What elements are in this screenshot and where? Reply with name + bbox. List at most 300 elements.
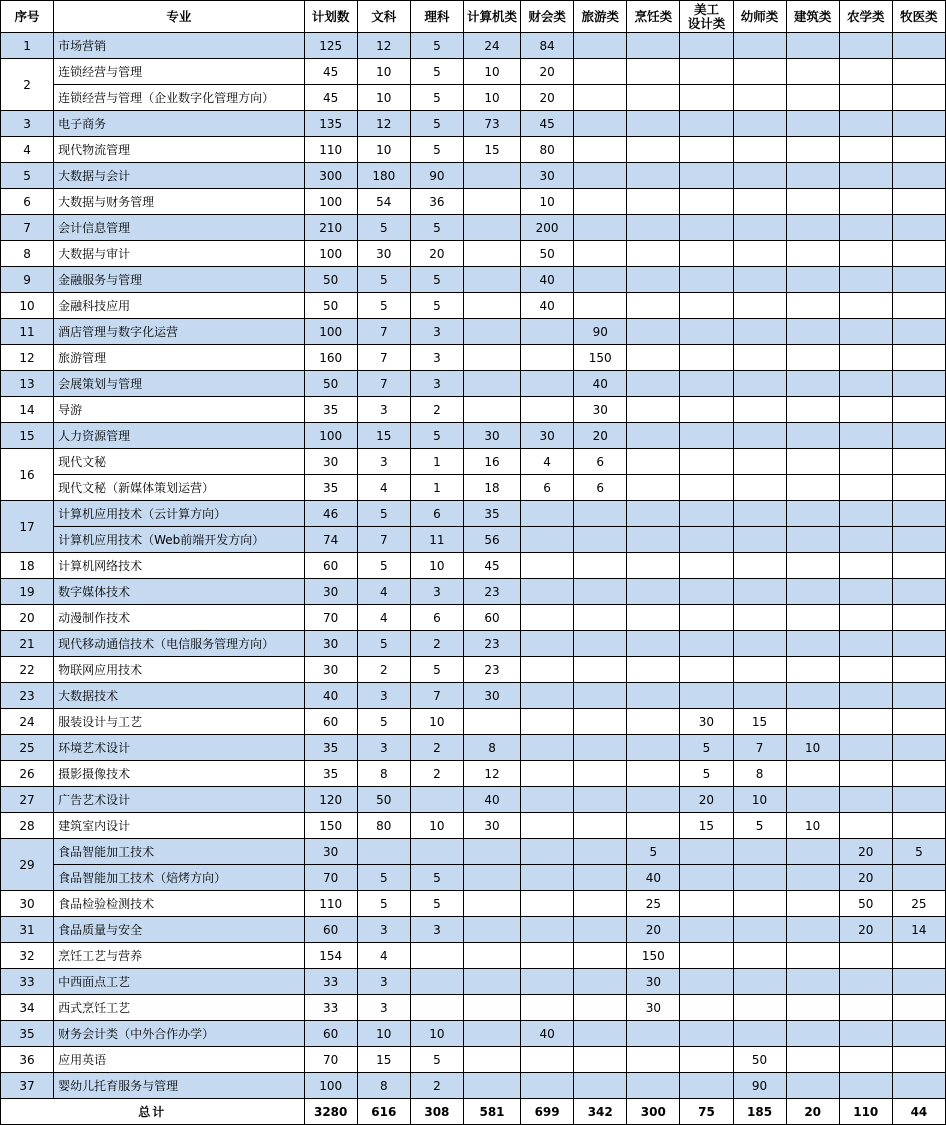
science-cell: 3 [410,371,463,397]
computer-cell [463,1073,520,1099]
tourism-cell [574,163,627,189]
finance-cell [521,553,574,579]
tourism-cell [574,605,627,631]
science-cell: 5 [410,111,463,137]
table-row [1,85,946,111]
veterinary-cell [892,553,945,579]
major-cell: 大数据与会计 [54,163,305,189]
header-agriculture: 农学类 [839,1,892,33]
table-row [1,345,946,371]
art-design-cell [680,969,733,995]
veterinary-cell [892,709,945,735]
major-cell: 金融服务与管理 [54,267,305,293]
seq-cell: 29 [1,839,54,891]
agriculture-cell [839,1021,892,1047]
finance-cell [521,371,574,397]
tourism-cell [574,709,627,735]
preschool-cell [733,423,786,449]
tourism-cell [574,215,627,241]
veterinary-cell [892,33,945,59]
seq-cell: 35 [1,1021,54,1047]
art-design-cell [680,449,733,475]
art-design-cell [680,423,733,449]
cooking-cell [627,501,680,527]
finance-cell: 40 [521,267,574,293]
science-cell: 3 [410,579,463,605]
finance-cell: 30 [521,163,574,189]
veterinary-cell [892,865,945,891]
tourism-cell [574,761,627,787]
science-cell [410,943,463,969]
agriculture-cell [839,579,892,605]
computer-cell [463,1047,520,1073]
seq-cell: 12 [1,345,54,371]
veterinary-cell [892,345,945,371]
table-row [1,683,946,709]
plan-count-cell: 100 [304,1073,357,1099]
architecture-cell [786,1047,839,1073]
header-art-design-line1: 美工 [693,1,719,17]
architecture-cell [786,995,839,1021]
cooking-cell [627,787,680,813]
agriculture-cell [839,163,892,189]
agriculture-cell [839,1047,892,1073]
finance-cell [521,397,574,423]
computer-cell [463,267,520,293]
seq-cell: 31 [1,917,54,943]
plan-count-cell: 150 [304,813,357,839]
finance-cell: 6 [521,475,574,501]
art-design-cell [680,839,733,865]
tourism-cell: 40 [574,371,627,397]
liberal-arts-cell: 7 [357,371,410,397]
art-design-cell [680,995,733,1021]
veterinary-cell [892,735,945,761]
seq-cell: 36 [1,1047,54,1073]
table-row [1,917,946,943]
table-row [1,605,946,631]
seq-cell: 7 [1,215,54,241]
tourism-cell [574,1073,627,1099]
header-cooking: 烹饪类 [627,1,680,33]
total-cell: 616 [357,1099,410,1125]
science-cell: 3 [410,917,463,943]
seq-cell: 4 [1,137,54,163]
art-design-cell [680,345,733,371]
liberal-arts-cell: 15 [357,1047,410,1073]
liberal-arts-cell: 10 [357,137,410,163]
veterinary-cell [892,397,945,423]
major-cell: 环境艺术设计 [54,735,305,761]
agriculture-cell [839,735,892,761]
computer-cell: 12 [463,761,520,787]
veterinary-cell [892,501,945,527]
computer-cell [463,293,520,319]
veterinary-cell [892,527,945,553]
agriculture-cell [839,59,892,85]
finance-cell [521,995,574,1021]
veterinary-cell [892,1021,945,1047]
computer-cell: 45 [463,553,520,579]
major-cell: 现代物流管理 [54,137,305,163]
veterinary-cell [892,475,945,501]
plan-count-cell: 100 [304,423,357,449]
agriculture-cell [839,553,892,579]
finance-cell: 4 [521,449,574,475]
table-row [1,501,946,527]
computer-cell [463,163,520,189]
plan-count-cell: 50 [304,371,357,397]
seq-cell: 6 [1,189,54,215]
veterinary-cell [892,293,945,319]
finance-cell [521,1047,574,1073]
art-design-cell [680,397,733,423]
total-label: 总计 [1,1099,305,1125]
science-cell: 5 [410,33,463,59]
science-cell: 10 [410,553,463,579]
major-cell: 连锁经营与管理（企业数字化管理方向） [54,85,305,111]
science-cell: 10 [410,709,463,735]
seq-cell: 2 [1,59,54,111]
seq-cell: 14 [1,397,54,423]
finance-cell: 200 [521,215,574,241]
table-row [1,319,946,345]
preschool-cell [733,995,786,1021]
major-cell: 食品质量与安全 [54,917,305,943]
art-design-cell [680,527,733,553]
table-row [1,215,946,241]
preschool-cell [733,449,786,475]
total-cell: 75 [680,1099,733,1125]
art-design-cell [680,241,733,267]
header-computer: 计算机类 [463,1,520,33]
science-cell [410,839,463,865]
science-cell: 5 [410,865,463,891]
art-design-cell [680,59,733,85]
computer-cell [463,241,520,267]
architecture-cell [786,33,839,59]
liberal-arts-cell: 50 [357,787,410,813]
major-cell: 计算机网络技术 [54,553,305,579]
table-row [1,111,946,137]
liberal-arts-cell: 12 [357,33,410,59]
major-cell: 财务会计类（中外合作办学） [54,1021,305,1047]
total-cell: 342 [574,1099,627,1125]
major-cell: 食品智能加工技术（焙烤方向） [54,865,305,891]
liberal-arts-cell: 4 [357,475,410,501]
finance-cell [521,761,574,787]
liberal-arts-cell [357,839,410,865]
tourism-cell [574,917,627,943]
computer-cell: 24 [463,33,520,59]
header-preschool: 幼师类 [733,1,786,33]
cooking-cell [627,813,680,839]
veterinary-cell: 14 [892,917,945,943]
architecture-cell [786,553,839,579]
computer-cell [463,891,520,917]
finance-cell: 84 [521,33,574,59]
finance-cell: 30 [521,423,574,449]
seq-cell: 24 [1,709,54,735]
table-row [1,33,946,59]
tourism-cell: 6 [574,475,627,501]
science-cell: 5 [410,657,463,683]
plan-count-cell: 33 [304,969,357,995]
tourism-cell [574,241,627,267]
architecture-cell [786,917,839,943]
major-cell: 旅游管理 [54,345,305,371]
table-row [1,423,946,449]
tourism-cell [574,969,627,995]
science-cell: 6 [410,605,463,631]
art-design-cell [680,631,733,657]
plan-count-cell: 30 [304,449,357,475]
cooking-cell [627,735,680,761]
preschool-cell [733,917,786,943]
veterinary-cell: 5 [892,839,945,865]
computer-cell [463,215,520,241]
veterinary-cell [892,189,945,215]
art-design-cell: 15 [680,813,733,839]
architecture-cell [786,839,839,865]
tourism-cell: 90 [574,319,627,345]
veterinary-cell [892,657,945,683]
table-row [1,371,946,397]
plan-count-cell: 35 [304,761,357,787]
architecture-cell [786,345,839,371]
seq-cell: 34 [1,995,54,1021]
plan-count-cell: 100 [304,241,357,267]
liberal-arts-cell: 5 [357,865,410,891]
major-cell: 广告艺术设计 [54,787,305,813]
agriculture-cell [839,111,892,137]
architecture-cell [786,423,839,449]
science-cell: 20 [410,241,463,267]
table-row [1,267,946,293]
cooking-cell [627,579,680,605]
science-cell: 7 [410,683,463,709]
tourism-cell [574,189,627,215]
major-cell: 大数据技术 [54,683,305,709]
preschool-cell [733,267,786,293]
cooking-cell [627,1073,680,1099]
veterinary-cell [892,631,945,657]
computer-cell [463,345,520,371]
major-cell: 会计信息管理 [54,215,305,241]
computer-cell: 15 [463,137,520,163]
seq-cell: 15 [1,423,54,449]
table-row [1,1047,946,1073]
tourism-cell: 150 [574,345,627,371]
architecture-cell [786,215,839,241]
architecture-cell [786,683,839,709]
science-cell [410,787,463,813]
veterinary-cell [892,683,945,709]
science-cell: 5 [410,137,463,163]
liberal-arts-cell: 4 [357,579,410,605]
plan-count-cell: 45 [304,59,357,85]
preschool-cell: 10 [733,787,786,813]
seq-cell: 37 [1,1073,54,1099]
tourism-cell [574,293,627,319]
finance-cell: 20 [521,59,574,85]
liberal-arts-cell: 8 [357,761,410,787]
architecture-cell [786,787,839,813]
tourism-cell [574,267,627,293]
agriculture-cell: 20 [839,917,892,943]
art-design-cell [680,371,733,397]
agriculture-cell [839,293,892,319]
plan-count-cell: 135 [304,111,357,137]
cooking-cell [627,163,680,189]
finance-cell [521,787,574,813]
science-cell: 5 [410,59,463,85]
agriculture-cell: 20 [839,865,892,891]
preschool-cell [733,943,786,969]
major-cell: 计算机应用技术（云计算方向） [54,501,305,527]
major-cell: 摄影摄像技术 [54,761,305,787]
veterinary-cell [892,995,945,1021]
cooking-cell [627,1047,680,1073]
agriculture-cell [839,267,892,293]
computer-cell: 60 [463,605,520,631]
computer-cell [463,969,520,995]
tourism-cell [574,631,627,657]
art-design-cell [680,605,733,631]
total-row [1,1099,946,1125]
science-cell: 2 [410,1073,463,1099]
architecture-cell [786,501,839,527]
plan-count-cell: 210 [304,215,357,241]
tourism-cell [574,85,627,111]
tourism-cell [574,1021,627,1047]
cooking-cell [627,397,680,423]
liberal-arts-cell: 15 [357,423,410,449]
art-design-cell [680,891,733,917]
agriculture-cell [839,397,892,423]
science-cell: 11 [410,527,463,553]
art-design-cell [680,111,733,137]
cooking-cell [627,449,680,475]
major-cell: 会展策划与管理 [54,371,305,397]
art-design-cell: 5 [680,761,733,787]
cooking-cell [627,189,680,215]
preschool-cell [733,111,786,137]
architecture-cell [786,709,839,735]
art-design-cell [680,189,733,215]
art-design-cell [680,553,733,579]
preschool-cell [733,59,786,85]
art-design-cell [680,943,733,969]
liberal-arts-cell: 180 [357,163,410,189]
header-major: 专业 [54,1,305,33]
cooking-cell: 5 [627,839,680,865]
major-cell: 婴幼儿托育服务与管理 [54,1073,305,1099]
science-cell: 3 [410,345,463,371]
art-design-cell: 20 [680,787,733,813]
finance-cell [521,501,574,527]
major-cell: 服装设计与工艺 [54,709,305,735]
veterinary-cell [892,813,945,839]
finance-cell: 45 [521,111,574,137]
cooking-cell [627,85,680,111]
major-cell: 大数据与财务管理 [54,189,305,215]
header-plan-count: 计划数 [304,1,357,33]
tourism-cell [574,943,627,969]
total-cell: 3280 [304,1099,357,1125]
plan-count-cell: 30 [304,657,357,683]
computer-cell [463,865,520,891]
seq-cell: 10 [1,293,54,319]
tourism-cell [574,735,627,761]
science-cell: 5 [410,85,463,111]
art-design-cell [680,865,733,891]
plan-count-cell: 70 [304,605,357,631]
architecture-cell [786,163,839,189]
header-architecture: 建筑类 [786,1,839,33]
science-cell: 5 [410,1047,463,1073]
science-cell: 1 [410,475,463,501]
art-design-cell [680,137,733,163]
computer-cell: 56 [463,527,520,553]
table-row [1,553,946,579]
total-cell: 300 [627,1099,680,1125]
cooking-cell [627,527,680,553]
major-cell: 连锁经营与管理 [54,59,305,85]
art-design-cell [680,293,733,319]
liberal-arts-cell: 3 [357,969,410,995]
cooking-cell [627,553,680,579]
liberal-arts-cell: 5 [357,553,410,579]
tourism-cell [574,787,627,813]
agriculture-cell [839,319,892,345]
architecture-cell [786,631,839,657]
table-row [1,891,946,917]
finance-cell [521,605,574,631]
table-row [1,397,946,423]
computer-cell: 30 [463,683,520,709]
veterinary-cell [892,969,945,995]
art-design-cell [680,1047,733,1073]
veterinary-cell [892,423,945,449]
tourism-cell [574,1047,627,1073]
architecture-cell [786,865,839,891]
science-cell [410,995,463,1021]
computer-cell [463,319,520,345]
computer-cell [463,371,520,397]
cooking-cell [627,215,680,241]
veterinary-cell [892,59,945,85]
liberal-arts-cell: 5 [357,293,410,319]
seq-cell: 11 [1,319,54,345]
plan-count-cell: 120 [304,787,357,813]
seq-cell: 32 [1,943,54,969]
total-cell: 44 [892,1099,945,1125]
cooking-cell [627,657,680,683]
cooking-cell [627,137,680,163]
science-cell: 36 [410,189,463,215]
liberal-arts-cell: 5 [357,267,410,293]
tourism-cell [574,813,627,839]
preschool-cell [733,527,786,553]
plan-count-cell: 60 [304,1021,357,1047]
liberal-arts-cell: 3 [357,449,410,475]
finance-cell: 40 [521,1021,574,1047]
plan-count-cell: 70 [304,1047,357,1073]
liberal-arts-cell: 30 [357,241,410,267]
plan-count-cell: 35 [304,475,357,501]
architecture-cell [786,1021,839,1047]
